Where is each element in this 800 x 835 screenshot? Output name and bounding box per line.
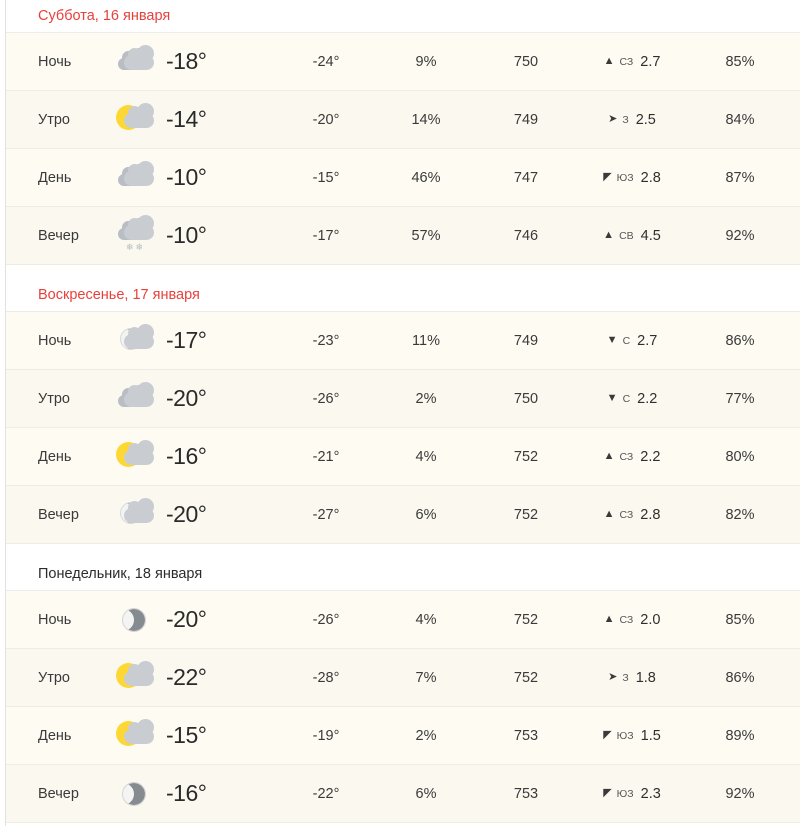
humidity-value: 85% <box>725 53 755 70</box>
humidity-value: 92% <box>725 227 755 244</box>
condition-cell <box>116 324 276 358</box>
wind-direction-label: ЮЗ <box>616 171 634 184</box>
wind-speed-value: 2.3 <box>640 785 661 802</box>
wind-speed-value: 2.0 <box>640 611 661 628</box>
wind-direction-label: ЮЗ <box>616 729 634 742</box>
wind-direction-arrow-icon: ▲ <box>603 450 615 462</box>
wind-direction-arrow-icon: ➤ <box>608 671 618 683</box>
precipitation-value: 4% <box>415 448 437 465</box>
precipitation-value: 57% <box>411 227 441 244</box>
wind-cell <box>576 786 688 802</box>
precipitation-value: 11% <box>412 332 440 349</box>
humidity-value: 86% <box>725 332 755 349</box>
table-row[interactable] <box>6 33 800 91</box>
table-row[interactable] <box>6 91 800 149</box>
feels-like-value: -27° <box>312 506 340 523</box>
temperature-value: -22° <box>166 664 207 690</box>
temperature-value: -15° <box>166 722 207 748</box>
wind-cell <box>576 112 688 128</box>
cloudy-icon <box>116 382 160 416</box>
table-row[interactable] <box>6 370 800 428</box>
feels-like-value: -26° <box>312 611 340 628</box>
daypart-label: Вечер <box>38 785 79 802</box>
precipitation-value: 46% <box>411 169 441 186</box>
wind-speed-value: 2.7 <box>640 53 661 70</box>
moon-behind-cloud-icon <box>116 324 160 358</box>
table-row[interactable] <box>6 312 800 370</box>
pressure-value: 753 <box>513 727 539 744</box>
humidity-value: 82% <box>725 506 755 523</box>
pressure-value: 752 <box>513 506 539 523</box>
wind-direction-label: СЗ <box>619 55 634 68</box>
wind-speed-value: 2.7 <box>637 332 658 349</box>
wind-speed-value: 2.2 <box>640 448 661 465</box>
daypart-label: День <box>38 169 72 186</box>
feels-like-value: -23° <box>312 332 340 349</box>
pressure-value: 746 <box>513 227 539 244</box>
condition-cell <box>116 719 276 753</box>
daypart-label: Ночь <box>38 332 72 349</box>
daypart-label: Утро <box>38 111 70 128</box>
temperature-value: -20° <box>166 606 207 632</box>
pressure-value: 752 <box>513 611 539 628</box>
wind-direction-arrow-icon: ▼ <box>606 392 618 404</box>
wind-direction-arrow-icon: ◤ <box>603 787 612 799</box>
table-row[interactable] <box>6 207 800 265</box>
wind-speed-value: 2.5 <box>635 111 656 128</box>
condition-cell <box>116 777 276 811</box>
pressure-value: 752 <box>513 448 539 465</box>
daypart-label: День <box>38 448 72 465</box>
table-row[interactable] <box>6 149 800 207</box>
daypart-label: Утро <box>38 669 70 686</box>
temperature-value: -16° <box>166 443 207 469</box>
condition-cell <box>116 382 276 416</box>
day-spacer <box>6 544 800 558</box>
wind-direction-arrow-icon: ▲ <box>603 55 615 67</box>
wind-direction-arrow-icon: ▲ <box>603 229 615 241</box>
sun-behind-cloud-icon <box>116 661 160 695</box>
daypart-label: Утро <box>38 390 70 407</box>
wind-cell <box>576 612 688 628</box>
condition-cell <box>116 498 276 532</box>
wind-cell <box>576 391 688 407</box>
wind-cell <box>576 228 688 244</box>
temperature-value: -16° <box>166 780 207 806</box>
sun-behind-cloud-icon <box>116 103 160 137</box>
precipitation-value: 7% <box>415 669 437 686</box>
sun-behind-cloud-icon <box>116 719 160 753</box>
wind-speed-value: 1.5 <box>640 727 661 744</box>
bottom-pad <box>6 823 800 835</box>
daypart-label: День <box>38 727 72 744</box>
table-row[interactable] <box>6 486 800 544</box>
humidity-value: 89% <box>725 727 755 744</box>
moon-behind-cloud-icon <box>116 498 160 532</box>
feels-like-value: -17° <box>312 227 340 244</box>
precipitation-value: 14% <box>411 111 441 128</box>
table-row[interactable] <box>6 428 800 486</box>
wind-direction-label: З <box>622 113 629 126</box>
humidity-value: 86% <box>725 669 755 686</box>
pressure-value: 749 <box>513 111 539 128</box>
feels-like-value: -28° <box>312 669 340 686</box>
humidity-value: 84% <box>725 111 755 128</box>
precipitation-value: 2% <box>415 727 437 744</box>
humidity-value: 92% <box>725 785 755 802</box>
cloudy-icon <box>116 161 160 195</box>
feels-like-value: -21° <box>312 448 340 465</box>
wind-speed-value: 4.5 <box>640 227 661 244</box>
feels-like-value: -20° <box>312 111 340 128</box>
condition-cell <box>116 603 276 637</box>
wind-direction-label: СЗ <box>619 450 634 463</box>
daypart-label: Вечер <box>38 506 79 523</box>
wind-direction-arrow-icon: ➤ <box>608 113 618 125</box>
pressure-value: 749 <box>513 332 539 349</box>
humidity-value: 77% <box>725 390 755 407</box>
wind-cell <box>576 170 688 186</box>
precipitation-value: 6% <box>415 785 437 802</box>
pressure-value: 747 <box>513 169 539 186</box>
humidity-value: 80% <box>725 448 755 465</box>
pressure-value: 750 <box>513 390 539 407</box>
precipitation-value: 4% <box>415 611 437 628</box>
temperature-value: -20° <box>166 385 207 411</box>
wind-speed-value: 2.2 <box>637 390 658 407</box>
table-row[interactable] <box>6 765 800 823</box>
wind-cell <box>576 54 688 70</box>
wind-direction-arrow-icon: ◤ <box>603 171 612 183</box>
feels-like-value: -24° <box>312 53 340 70</box>
humidity-value: 85% <box>725 611 755 628</box>
condition-cell <box>116 219 276 253</box>
table-row[interactable] <box>6 649 800 707</box>
temperature-value: -10° <box>166 164 207 190</box>
wind-direction-label: ЮЗ <box>616 787 634 800</box>
moon-icon <box>116 777 160 811</box>
wind-direction-label: З <box>622 671 629 684</box>
day-header: Суббота, 16 января <box>6 0 800 32</box>
snow-cloud-icon: ❄❄ <box>116 219 160 253</box>
condition-cell <box>116 45 276 79</box>
condition-cell <box>116 161 276 195</box>
forecast-content <box>6 0 800 835</box>
feels-like-value: -15° <box>312 169 340 186</box>
condition-cell <box>116 440 276 474</box>
pressure-value: 752 <box>513 669 539 686</box>
day-spacer <box>6 265 800 279</box>
condition-cell <box>116 661 276 695</box>
wind-direction-label: СВ <box>619 229 634 242</box>
day-header: Воскресенье, 17 января <box>6 279 800 311</box>
precipitation-value: 2% <box>415 390 437 407</box>
day-header: Понедельник, 18 января <box>6 558 800 590</box>
day-rows <box>6 590 800 823</box>
wind-direction-label: СЗ <box>619 508 634 521</box>
pressure-value: 750 <box>513 53 539 70</box>
wind-direction-label: С <box>622 334 631 347</box>
condition-cell <box>116 103 276 137</box>
temperature-value: -14° <box>166 106 207 132</box>
humidity-value: 87% <box>725 169 755 186</box>
feels-like-value: -26° <box>312 390 340 407</box>
wind-direction-arrow-icon: ▲ <box>603 508 615 520</box>
daypart-label: Вечер <box>38 227 79 244</box>
wind-direction-arrow-icon: ◤ <box>603 729 612 741</box>
pressure-value: 753 <box>513 785 539 802</box>
sun-behind-cloud-icon <box>116 440 160 474</box>
feels-like-value: -19° <box>312 727 340 744</box>
precipitation-value: 6% <box>415 506 437 523</box>
table-row[interactable] <box>6 707 800 765</box>
feels-like-value: -22° <box>312 785 340 802</box>
wind-direction-arrow-icon: ▼ <box>606 334 618 346</box>
wind-speed-value: 1.8 <box>635 669 656 686</box>
wind-speed-value: 2.8 <box>640 506 661 523</box>
wind-cell <box>576 670 688 686</box>
table-row[interactable] <box>6 591 800 649</box>
wind-speed-value: 2.8 <box>640 169 661 186</box>
temperature-value: -10° <box>166 222 207 248</box>
daypart-label: Ночь <box>38 611 72 628</box>
wind-cell <box>576 507 688 523</box>
wind-direction-arrow-icon: ▲ <box>603 613 615 625</box>
precipitation-value: 9% <box>415 53 437 70</box>
day-rows <box>6 32 800 265</box>
daypart-label: Ночь <box>38 53 72 70</box>
temperature-value: -17° <box>166 327 207 353</box>
temperature-value: -20° <box>166 501 207 527</box>
wind-cell <box>576 449 688 465</box>
wind-direction-label: СЗ <box>619 613 634 626</box>
temperature-value: -18° <box>166 48 207 74</box>
moon-icon <box>116 603 160 637</box>
wind-cell <box>576 728 688 744</box>
day-rows <box>6 311 800 544</box>
wind-cell <box>576 333 688 349</box>
cloudy-icon <box>116 45 160 79</box>
wind-direction-label: С <box>622 392 631 405</box>
